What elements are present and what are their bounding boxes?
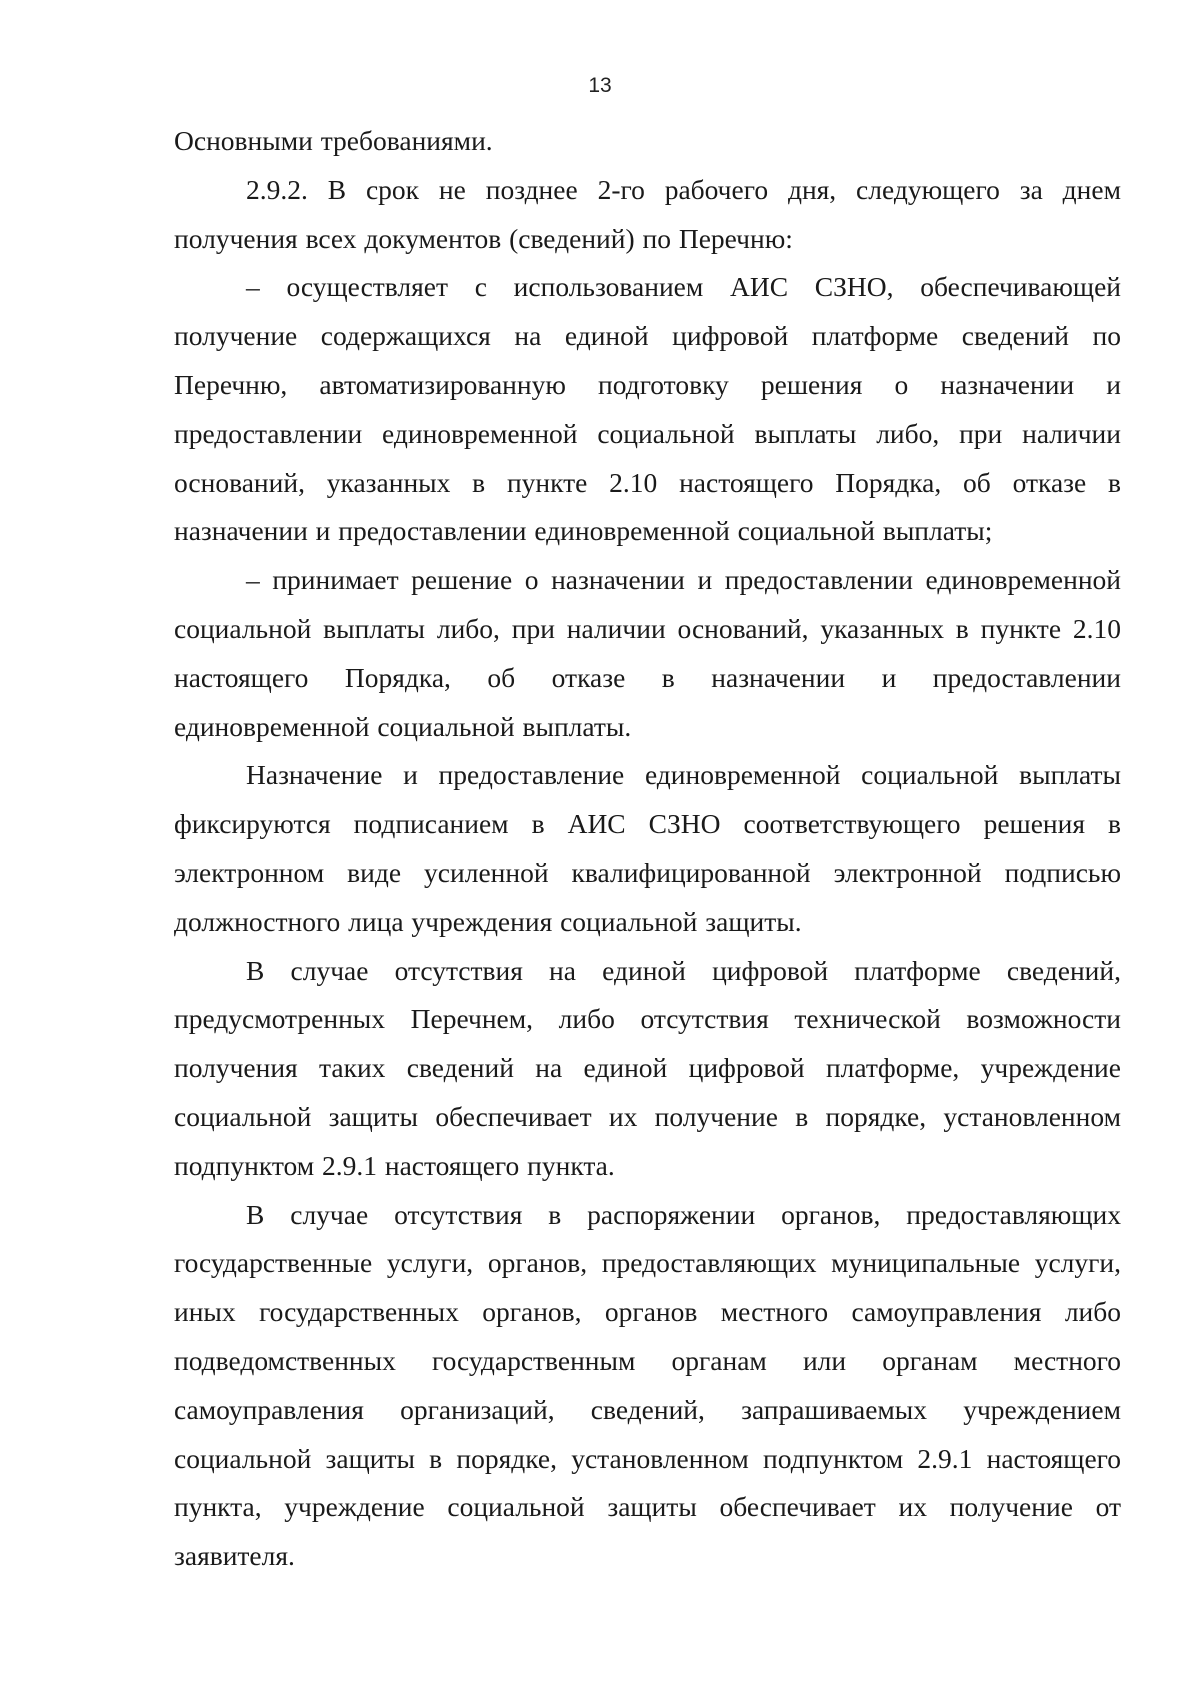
paragraph-continuation: Основными требованиями. [174,125,493,156]
paragraph-applicant-provision: В случае отсутствия в распоряжении органов, предоставляющих государственные услуги, органов, предоставляющих муниципальные услуги, иных государственных органов, органов местного самоуправления либо подведомственных государственным органам или органам местного самоуправления организаций, сведений, запрашиваемых учреждением социальной защиты в порядке, установленном подпунктом 2.9.1 настоящего пункта, учреждение социальной защиты обеспечивает их получение от заявителя. [174,1198,1121,1572]
paragraph-2-9-2: 2.9.2. В срок не позднее 2-го рабочего дня, следующего за днем получения всех документов (сведений) по Перечню: [174,173,1121,254]
paragraph-dash-decision: – принимает решение о назначении и предоставлении единовременной социальной выплаты либо, при наличии оснований, указанных в пункте 2.10 настоящего Порядка, об отказе в назначении и предоставлении единовременной социальной выплаты. [174,564,1121,742]
document-body [174,117,1121,1581]
page-number: 13 [588,74,612,97]
paragraph-signing: Назначение и предоставление единовременной социальной выплаты фиксируются подписанием в АИС СЗНО соответствующего решения в электронном виде усиленной квалифицированной электронной подписью должностного лица учреждения социальной защиты. [174,759,1121,937]
paragraph-missing-platform-data: В случае отсутствия на единой цифровой платформе сведений, предусмотренных Перечнем, либо отсутствия технической возможности получения таких сведений на единой цифровой платформе, учреждение социальной защиты обеспечивает их получение в порядке, установленном подпунктом 2.9.1 настоящего пункта. [174,954,1121,1181]
paragraph-dash-automated-preparation: – осуществляет с использованием АИС СЗНО, обеспечивающей получение содержащихся на единой цифровой платформе сведений по Перечню, автоматизированную подготовку решения о назначении и предоставлении единовременной социальной выплаты либо, при наличии оснований, указанных в пункте 2.10 настоящего Порядка, об отказе в назначении и предоставлении единовременной социальной выплаты; [174,271,1121,547]
